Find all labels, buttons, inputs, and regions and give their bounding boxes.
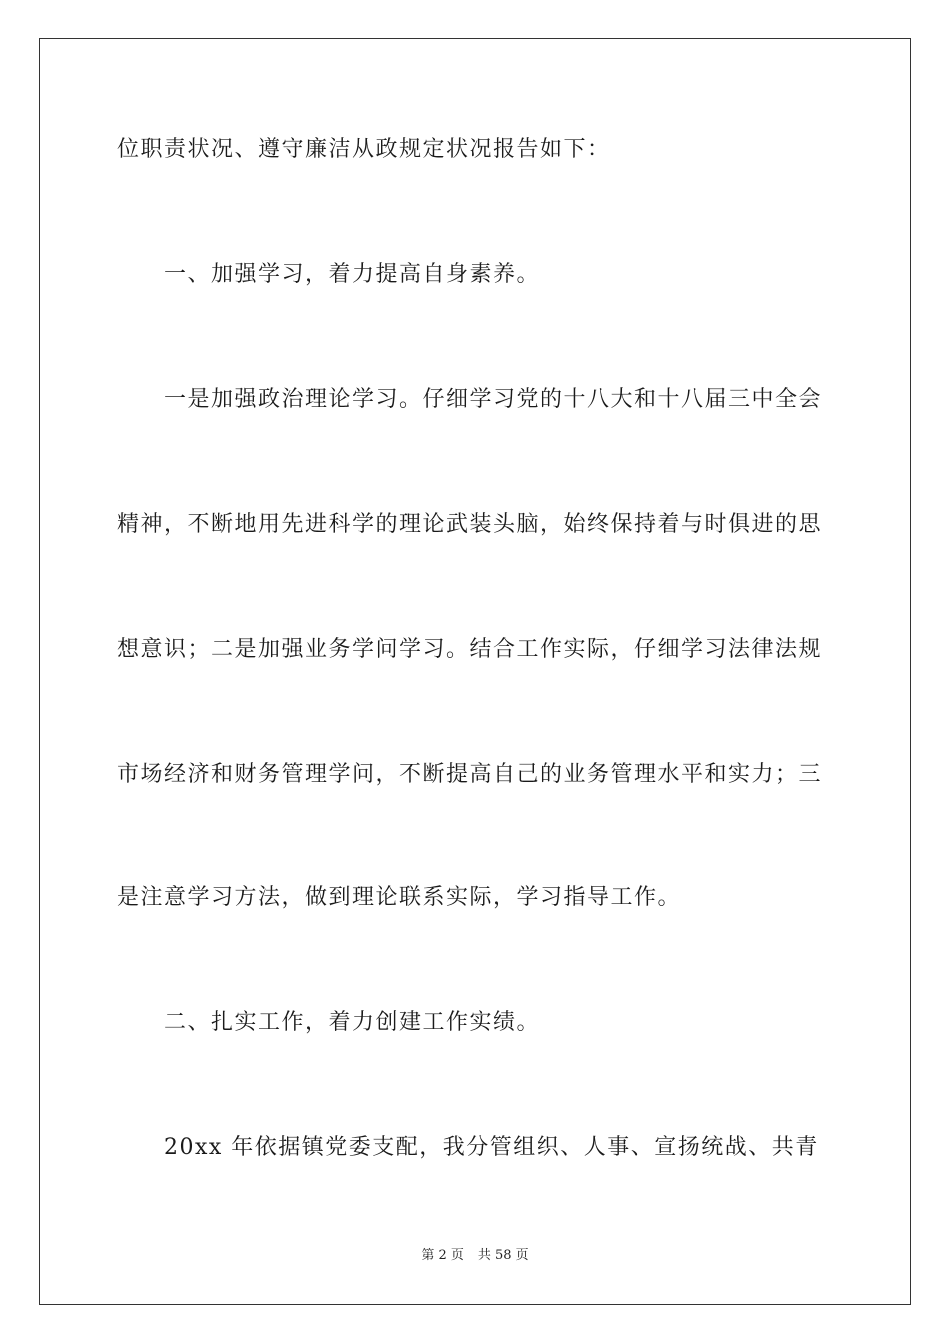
text-line-4: 精神，不断地用先进科学的理论武装头脑，始终保持着与时俱进的思 xyxy=(117,512,823,537)
text-line-5: 想意识；二是加强业务学问学习。结合工作实际，仔细学习法律法规 xyxy=(117,637,823,662)
page-total: 共 58 页 xyxy=(477,1248,529,1263)
text-line-9: 20xx 年依据镇党委支配，我分管组织、人事、宣扬统战、共青 xyxy=(164,1135,819,1160)
text-line-6: 市场经济和财务管理学问，不断提高自己的业务管理水平和实力；三 xyxy=(117,762,823,787)
page-number: 第 2 页 xyxy=(421,1248,464,1263)
page-border xyxy=(39,38,911,1305)
text-line-3: 一是加强政治理论学习。仔细学习党的十八大和十八届三中全会 xyxy=(164,387,823,412)
text-line-1: 位职责状况、遵守廉洁从政规定状况报告如下： xyxy=(117,137,611,162)
section-heading-2: 二、扎实工作，着力创建工作实绩。 xyxy=(164,1010,541,1035)
page-footer xyxy=(0,1247,950,1265)
text-line-7: 是注意学习方法，做到理论联系实际，学习指导工作。 xyxy=(117,885,682,910)
section-heading-1: 一、加强学习，着力提高自身素养。 xyxy=(164,262,541,287)
